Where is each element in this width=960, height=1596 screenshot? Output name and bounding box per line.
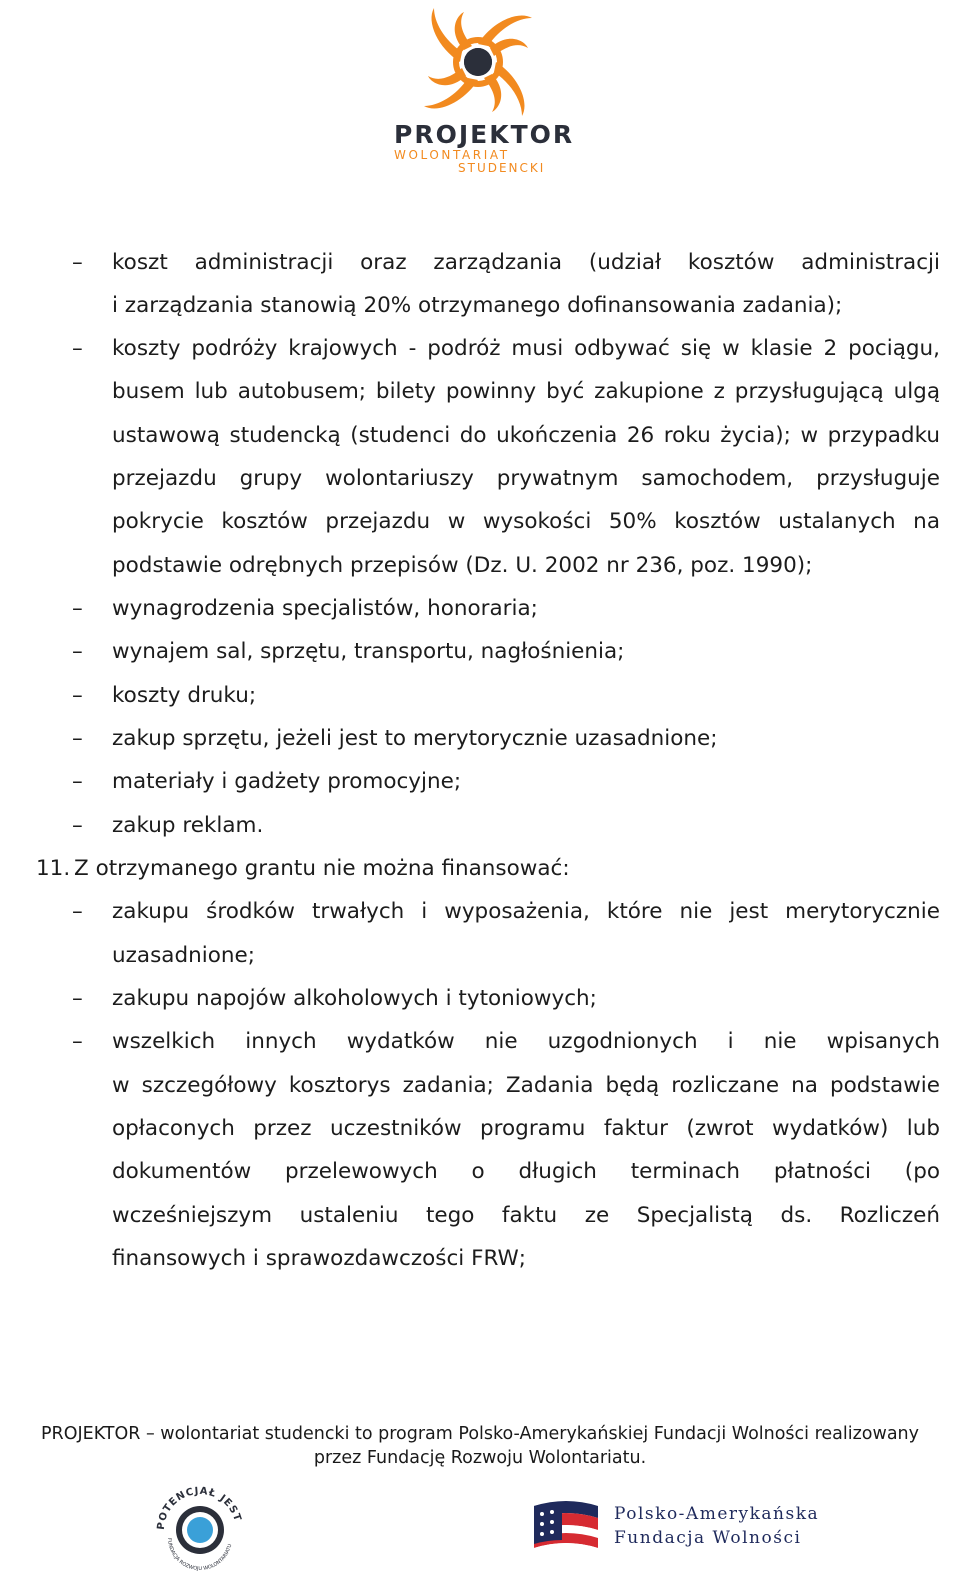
- footer-line1: PROJEKTOR – wolontariat studencki to program Polsko-Amerykańskiej Fundacji Wolności realizowany: [40, 1424, 920, 1444]
- logo-subtitle-line2: STUDENCKI: [458, 161, 546, 175]
- list-item-text: wszelkich innych wydatków nie uzgodnionych i nie wpisanych: [112, 1029, 940, 1054]
- list-item-text: przejazdu grupy wolontariuszy prywatnym samochodem, przysługuje: [112, 466, 940, 491]
- list-dash: –: [72, 250, 83, 275]
- page-footer: [0, 1422, 960, 1470]
- list-dash: –: [72, 726, 83, 751]
- list-item-text: materiały i gadżety promocyjne;: [112, 769, 462, 794]
- logo-wordmark: PROJEKTOR: [394, 120, 575, 149]
- target-circle-icon: [150, 1478, 250, 1578]
- list-item-text: wynagrodzenia specjalistów, honoraria;: [112, 596, 538, 621]
- list-item-text: wynajem sal, sprzętu, transportu, nagłośnienia;: [112, 639, 625, 664]
- list-item-text: koszty podróży krajowych - podróż musi odbywać się w klasie 2 pociągu,: [112, 336, 940, 361]
- logo-subtitle-line1: WOLONTARIAT: [394, 148, 510, 162]
- list-dash: –: [72, 336, 83, 361]
- list-item-text: busem lub autobusem; bilety powinny być zakupione z przysługującą ulgą: [112, 379, 940, 404]
- badge-arc-subtext: FUNDACJA ROZWOJU WOLONTARIATU: [165, 1537, 234, 1573]
- list-item-text: i zarządzania stanowią 20% otrzymanego dofinansowania zadania);: [112, 293, 843, 318]
- list-item-text: w szczegółowy kosztorys zadania; Zadania będą rozliczane na podstawie: [112, 1073, 940, 1098]
- frw-badge-logo: [150, 1478, 250, 1578]
- footer-line2: przez Fundację Rozwoju Wolontariatu.: [313, 1448, 647, 1468]
- list-item-text: zakupu środków trwałych i wyposażenia, które nie jest merytorycznie: [112, 899, 940, 924]
- sun-swirl-icon: [380, 0, 580, 125]
- paf-name-line1: Polsko-Amerykańska: [614, 1504, 820, 1524]
- list-dash: –: [72, 813, 83, 838]
- list-item-text: dokumentów przelewowych o długich terminach płatności (po: [112, 1159, 940, 1184]
- list-dash: –: [72, 596, 83, 621]
- section-heading: Z otrzymanego grantu nie można finansować:: [74, 856, 570, 881]
- badge-arc-text: POTENCJAŁ JEST: [155, 1485, 243, 1531]
- list-item-text: ustawową studencką (studenci do ukończenia 26 roku życia); w przypadku: [112, 423, 940, 448]
- list-item-text: pokrycie kosztów przejazdu w wysokości 50% kosztów ustalanych na: [112, 509, 940, 534]
- list-dash: –: [72, 986, 83, 1011]
- list-item-text: uzasadnione;: [112, 943, 255, 968]
- list-dash: –: [72, 769, 83, 794]
- list-item-text: koszty druku;: [112, 683, 257, 708]
- flag-emblem-icon: [528, 1496, 606, 1566]
- list-dash: –: [72, 683, 83, 708]
- list-dash: –: [72, 1029, 83, 1054]
- list-item-text: zakup sprzętu, jeżeli jest to merytorycznie uzasadnione;: [112, 726, 718, 751]
- list-dash: –: [72, 639, 83, 664]
- list-item-text: finansowych i sprawozdawczości FRW;: [112, 1246, 527, 1271]
- paf-name-line2: Fundacja Wolności: [614, 1528, 802, 1548]
- list-item-text: zakup reklam.: [112, 813, 264, 838]
- list-item-text: zakupu napojów alkoholowych i tytoniowych;: [112, 986, 597, 1011]
- list-item-text: opłaconych przez uczestników programu faktur (zwrot wydatków) lub: [112, 1116, 940, 1141]
- list-item-text: wcześniejszym ustaleniu tego faktu ze Specjalistą ds. Rozliczeń: [112, 1203, 940, 1228]
- list-item-text: koszt administracji oraz zarządzania (udział kosztów administracji: [112, 250, 940, 275]
- list-item-text: podstawie odrębnych przepisów (Dz. U. 2002 nr 236, poz. 1990);: [112, 553, 813, 578]
- item-number: 11.: [36, 856, 71, 881]
- list-dash: –: [72, 899, 83, 924]
- paf-logo: [528, 1496, 828, 1566]
